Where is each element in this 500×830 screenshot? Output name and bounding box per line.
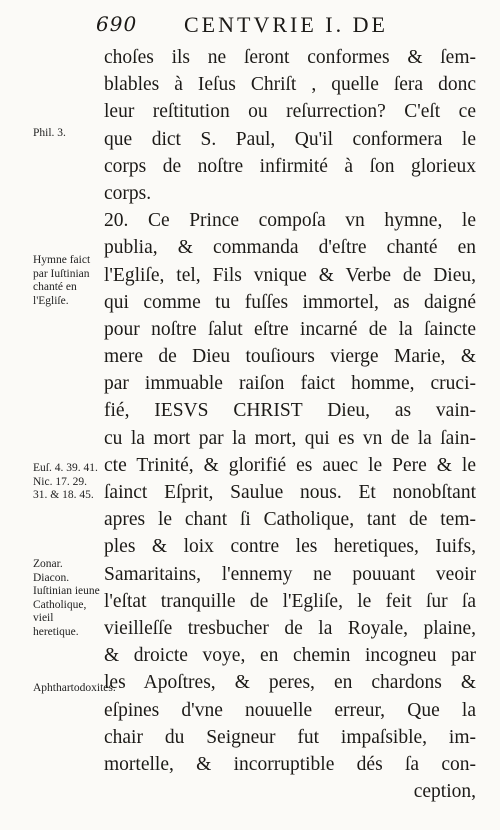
running-title: CENTVRIE I. DE	[184, 12, 388, 37]
text-line: & droicte voye, en chemin incogneu par	[104, 645, 476, 667]
text-line: chair du Seigneur fut impaſsible, im-	[104, 726, 476, 748]
text-line: pour noſtre ſalut eſtre incarné de la ſaincte	[104, 318, 476, 340]
margin-note-aphthar: Aphthartodoxites.	[33, 682, 116, 694]
margin-note-euseb: Euſ. 4. 39. 41. Nic. 17. 29. 31. & 18. 45.	[33, 462, 98, 501]
text-line: qui comme tu fuſſes immortel, as daigné	[104, 291, 476, 313]
margin-note-phil: Phil. 3.	[33, 127, 66, 139]
text-line: eſpines d'vne nouuelle erreur, Que la	[104, 699, 476, 721]
text-line: Samaritains, l'ennemy ne pouuant veoir	[104, 563, 476, 585]
text-line: l'Egliſe, tel, Fils vnique & Verbe de Dieu,	[104, 264, 476, 286]
text-line: l'eſtat tranquille de l'Egliſe, le feit ſur ſa	[104, 590, 476, 612]
text-line: cte Trinité, & glorifié es auec le Pere & le	[104, 454, 476, 476]
text-line: fié, IESVS CHRIST Dieu, as vain-	[104, 400, 476, 422]
margin-note-zonar: Zonar. Diacon. Iuſtinian ieune Catholique, vieil heretique.	[33, 558, 100, 638]
text-line: corps de noſtre infirmité à ſon glorieux	[104, 155, 476, 177]
text-line: choſes ils ne ſeront conformes & ſem-	[104, 47, 476, 68]
text-line: publia, & commanda d'eſtre chanté en	[104, 237, 476, 259]
margin-note-hymne: Hymne faict par Iuſtinian chanté en l'Egliſe.	[33, 254, 91, 307]
text-line: corps.	[104, 182, 152, 204]
body-text	[104, 44, 476, 805]
text-line: mere de Dieu touſiours vierge Marie, &	[104, 346, 476, 368]
text-line: ception,	[413, 781, 476, 803]
text-line: ples & loix contre les heretiques, Iuifs,	[104, 536, 476, 558]
text-line: blables à Ieſus Chriſt , quelle ſera donc	[104, 74, 476, 96]
text-line: les Apoſtres, & peres, en chardons &	[104, 672, 476, 694]
text-line: mortelle, & incorruptible dés ſa con-	[104, 753, 476, 775]
text-line: vieilleſſe tresbucher de la Royale, plaine,	[104, 617, 476, 639]
page-header	[96, 12, 476, 42]
text-line: apres le chant ſi Catholique, tant de tem-	[104, 509, 476, 531]
text-line: cu la mort par la mort, qui es vn de la ſain-	[104, 427, 476, 449]
page-number: 690	[96, 12, 138, 36]
text-line: leur reſtitution ou reſurrection? C'eſt ce	[104, 101, 476, 123]
text-line: que dict S. Paul, Qu'il conformera le	[104, 128, 476, 150]
text-line: par immuable raiſon faict homme, cruci-	[104, 373, 476, 395]
text-line: 20. Ce Prince compoſa vn hymne, le	[104, 210, 476, 232]
text-line: ſainct Eſprit, Saulue nous. Et nonobſtant	[104, 482, 476, 503]
